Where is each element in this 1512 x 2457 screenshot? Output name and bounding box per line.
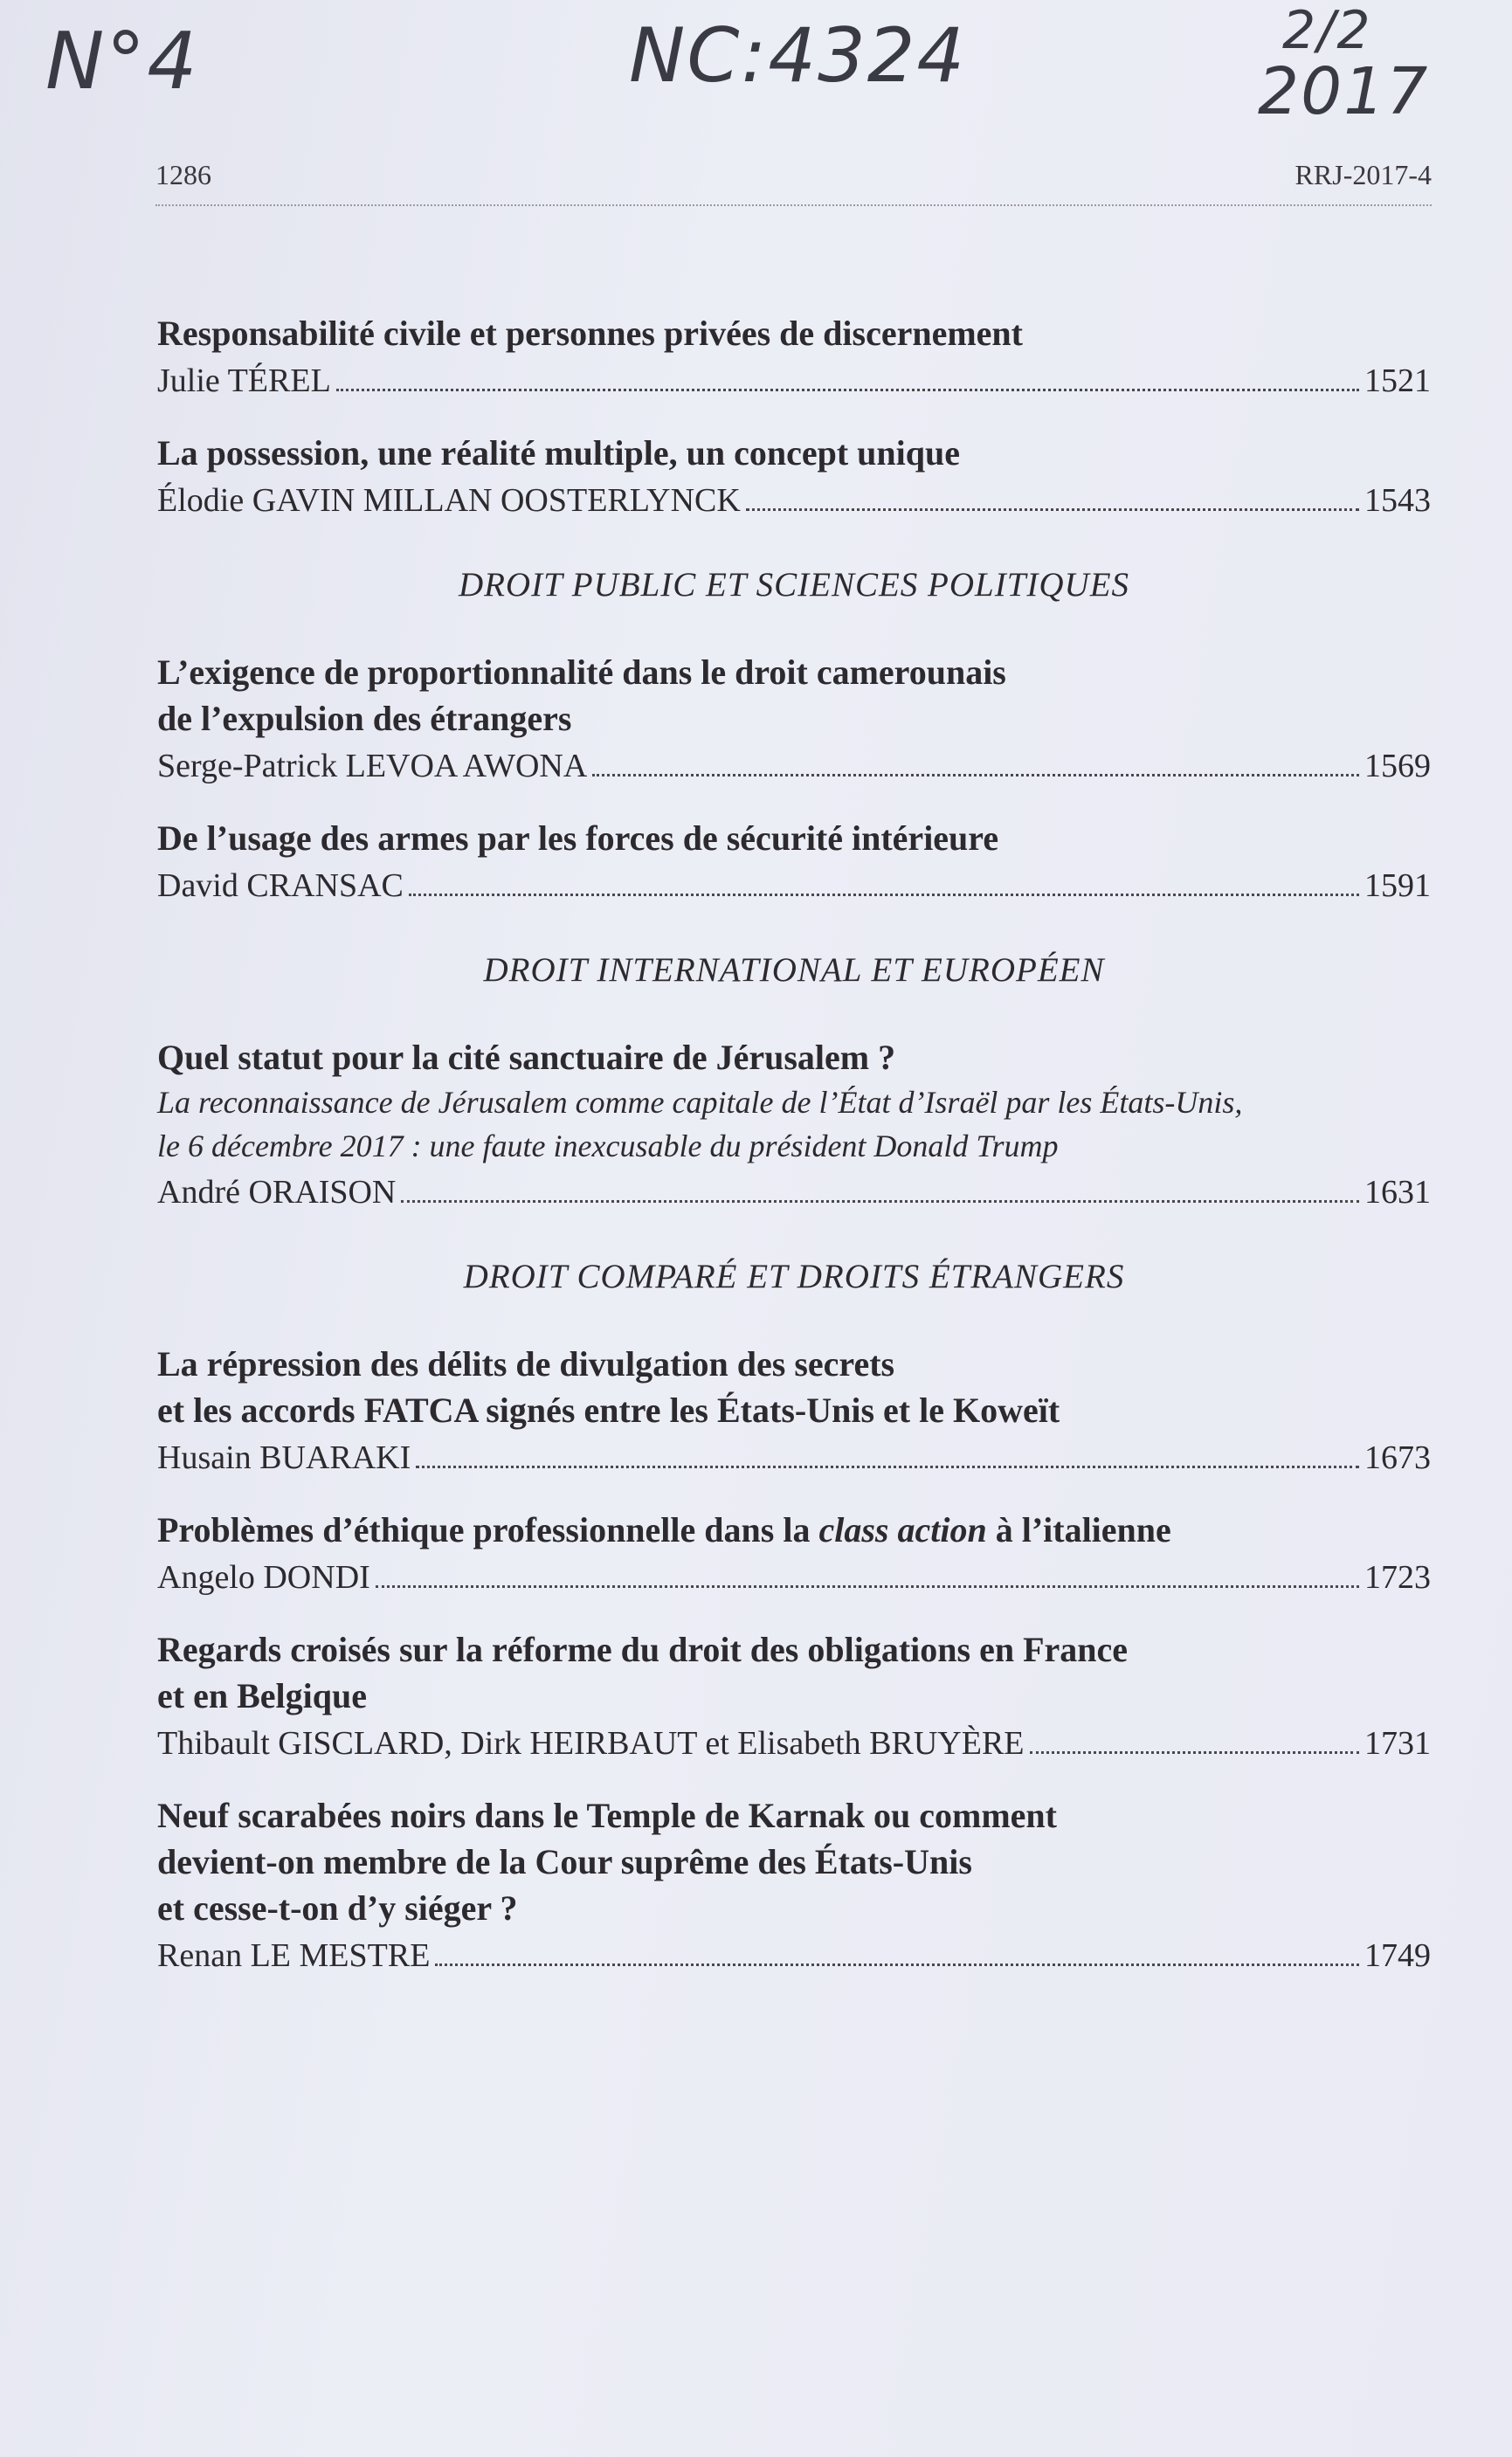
entry-author-line xyxy=(157,861,1431,910)
toc-entry xyxy=(157,1507,1431,1602)
entry-author: Renan LE MESTRE xyxy=(157,1937,431,1974)
dot-leader xyxy=(409,894,1359,896)
entry-page: 1731 xyxy=(1364,1725,1431,1762)
handwritten-date-year: 2017 xyxy=(1258,54,1430,129)
handwritten-nc-code: NC:4324 xyxy=(629,12,967,100)
dot-leader xyxy=(416,1466,1359,1468)
section-heading-public-law: DROIT PUBLIC ET SCIENCES POLITIQUES xyxy=(458,566,1130,604)
entry-title: De l’usage des armes par les forces de sécurité intérieure xyxy=(157,818,999,858)
journal-reference: RRJ-2017-4 xyxy=(1295,159,1432,190)
handwritten-issue-number: N°4 xyxy=(45,16,199,107)
page-number: 1286 xyxy=(155,159,211,190)
entry-page: 1631 xyxy=(1364,1174,1431,1211)
entry-author-line xyxy=(157,356,1431,405)
entry-title-start: Problèmes d’éthique professionnelle dans la xyxy=(157,1510,819,1549)
toc-entry xyxy=(157,649,1431,790)
entry-author: Serge-Patrick LEVOA AWONA xyxy=(157,748,588,784)
entry-author-line xyxy=(157,1168,1431,1217)
toc-entry xyxy=(157,310,1431,405)
entry-page: 1749 xyxy=(1364,1937,1431,1974)
entry-title-line-1: Neuf scarabées noirs dans le Temple de Karnak ou comment xyxy=(157,1796,1057,1835)
section-heading-international-law: DROIT INTERNATIONAL ET EUROPÉEN xyxy=(483,951,1105,989)
entry-author-line xyxy=(157,1553,1431,1602)
entry-title-line-2: et les accords FATCA signés entre les États-Unis et le Koweït xyxy=(157,1391,1060,1430)
dot-leader xyxy=(336,389,1359,391)
entry-author: Julie TÉREL xyxy=(157,362,331,399)
toc-entry xyxy=(157,1034,1431,1217)
entry-author-line xyxy=(157,1719,1431,1768)
entry-author-line xyxy=(157,1931,1431,1980)
entry-title-italic: class action xyxy=(818,1510,987,1549)
entry-title-line-2: devient-on membre de la Cour suprême des États-Unis xyxy=(157,1842,972,1881)
dot-leader xyxy=(592,774,1359,776)
entry-page: 1569 xyxy=(1364,748,1431,784)
toc-entry xyxy=(157,430,1431,525)
entry-title-line-2: de l’expulsion des étrangers xyxy=(157,699,572,738)
entry-page: 1723 xyxy=(1364,1559,1431,1596)
toc-entry xyxy=(157,815,1431,910)
dot-leader xyxy=(401,1200,1359,1203)
dot-leader xyxy=(376,1585,1359,1588)
entry-title: La possession, une réalité multiple, un concept unique xyxy=(157,433,961,473)
toc-entry xyxy=(157,1626,1431,1768)
entry-subtitle-line-1: La reconnaissance de Jérusalem comme capitale de l’État d’Israël par les États-Unis, xyxy=(157,1085,1243,1120)
entry-author: André ORAISON xyxy=(157,1174,397,1211)
entry-page: 1673 xyxy=(1364,1439,1431,1476)
entry-title: Quel statut pour la cité sanctuaire de Jérusalem ? xyxy=(157,1038,896,1077)
entry-author: Husain BUARAKI xyxy=(157,1439,411,1476)
entry-page: 1543 xyxy=(1364,482,1431,519)
entry-author: Élodie GAVIN MILLAN OOSTERLYNCK xyxy=(157,482,741,519)
dot-leader xyxy=(435,1964,1359,1966)
entry-author-line xyxy=(157,476,1431,525)
entry-title-end: à l’italienne xyxy=(986,1510,1171,1549)
toc-entry xyxy=(157,1792,1431,1980)
entry-title-line-1: La répression des délits de divulgation des secrets xyxy=(157,1344,895,1384)
entry-author-line xyxy=(157,742,1431,790)
entry-subtitle-line-2: le 6 décembre 2017 : une faute inexcusable du président Donald Trump xyxy=(157,1128,1059,1163)
entry-title-line-1: Regards croisés sur la réforme du droit des obligations en France xyxy=(157,1630,1129,1669)
entry-author: Thibault GISCLARD, Dirk HEIRBAUT et Elisabeth BRUYÈRE xyxy=(157,1725,1025,1762)
toc-entry xyxy=(157,1341,1431,1482)
entry-title-line-2: et en Belgique xyxy=(157,1676,367,1715)
entry-author-line xyxy=(157,1433,1431,1482)
section-heading-comparative-law: DROIT COMPARÉ ET DROITS ÉTRANGERS xyxy=(463,1258,1125,1295)
entry-title-line-3: et cesse-t-on d’y siéger ? xyxy=(157,1888,518,1928)
dot-leader xyxy=(1030,1751,1359,1754)
entry-title: Responsabilité civile et personnes privées de discernement xyxy=(157,314,1023,353)
dot-leader xyxy=(746,508,1359,511)
entry-author: Angelo DONDI xyxy=(157,1559,370,1596)
handwritten-date-top: 2/2 xyxy=(1282,0,1372,61)
entry-page: 1521 xyxy=(1364,362,1431,399)
table-of-contents xyxy=(157,310,1431,2005)
entry-title-line-1: L’exigence de proportionnalité dans le droit camerounais xyxy=(157,652,1006,692)
entry-author: David CRANSAC xyxy=(157,867,404,904)
entry-page: 1591 xyxy=(1364,867,1431,904)
entry-title xyxy=(157,1507,1431,1553)
header-divider xyxy=(155,204,1432,206)
